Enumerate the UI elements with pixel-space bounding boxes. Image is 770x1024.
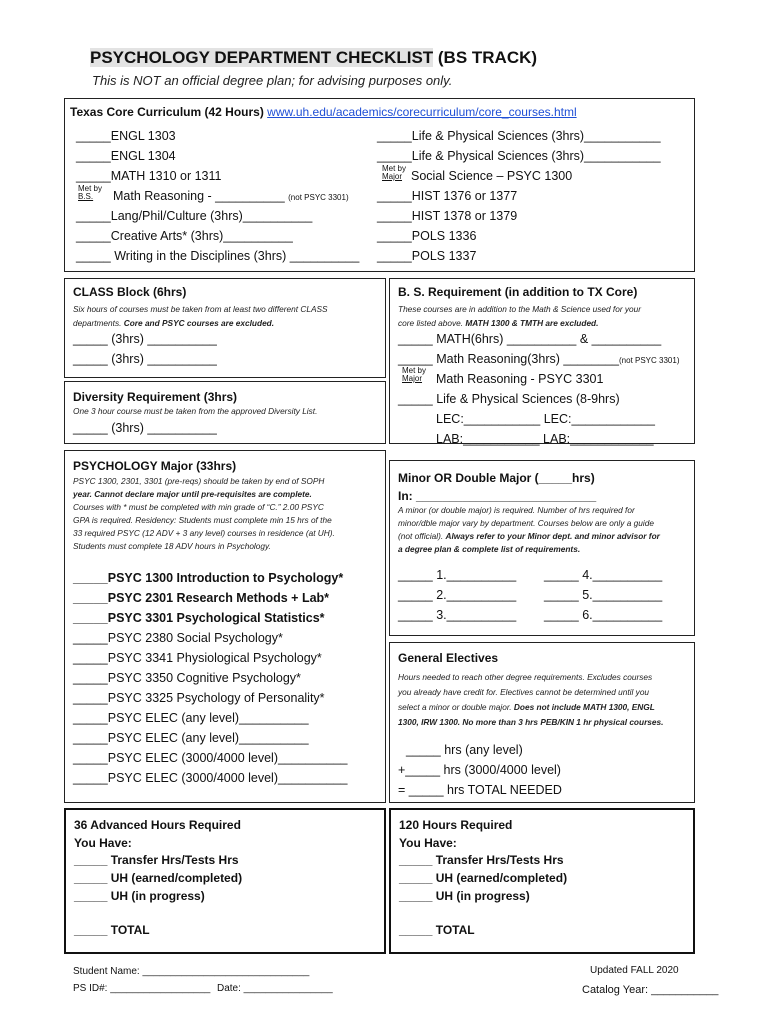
psych-note-2: year. Cannot declare major until pre-requisites are complete. — [73, 489, 312, 499]
minor-note-1: A minor (or double major) is required. Number of hrs required for — [398, 505, 635, 515]
electives-note-1: Hours needed to reach other degree requirements. Excludes courses — [398, 672, 653, 682]
title-main: PSYCHOLOGY DEPARTMENT CHECKLIST — [90, 48, 434, 67]
core-right-7: _____POLS 1337 — [377, 249, 477, 263]
minor-course-5: _____ 5.__________ — [544, 588, 663, 602]
electives-adv-level: +_____ hrs (3000/4000 level) — [398, 763, 561, 777]
minor-note-3a: (not official). — [398, 531, 446, 541]
class-block-line-1: _____ (3hrs) __________ — [73, 332, 217, 346]
electives-note-3b: Does not include MATH 1300, ENGL — [513, 702, 655, 712]
bs-requirement-box — [389, 278, 695, 444]
psyc-elec-adv-1: _____PSYC ELEC (3000/4000 level)__________ — [73, 751, 348, 765]
class-block-note-1: Six hours of courses must be taken from at least two different CLASS — [73, 304, 328, 314]
minor-box — [389, 460, 695, 636]
advanced-you-have: You Have: — [74, 836, 132, 850]
class-block-box — [64, 278, 386, 378]
bs-note-2a: core listed above. — [398, 318, 466, 328]
total120-total: _____ TOTAL — [399, 923, 475, 937]
psych-note-1: PSYC 1300, 2301, 3301 (pre-reqs) should be taken by end of SOPH — [73, 476, 325, 486]
total-hours-box — [389, 808, 695, 954]
general-electives-box — [389, 642, 695, 803]
met-by-text: Met by — [78, 184, 103, 193]
class-note-2b: Core and PSYC courses are excluded. — [123, 318, 275, 328]
met-by-text: Met by — [382, 164, 407, 173]
diversity-note: One 3 hour course must be taken from the approved Diversity List. — [73, 406, 318, 416]
electives-any-level: _____ hrs (any level) — [406, 743, 523, 757]
minor-course-2: _____ 2.__________ — [398, 588, 517, 602]
core-left-7: _____ Writing in the Disciplines (3hrs) __________ — [76, 249, 360, 263]
diversity-heading: Diversity Requirement (3hrs) — [73, 390, 238, 404]
core-left-3: _____MATH 1310 or 1311 — [76, 169, 222, 183]
page-title — [90, 48, 537, 68]
minor-note-3 — [398, 530, 660, 543]
psychology-major-box — [64, 450, 386, 803]
bs-lec-line: LEC:___________ LEC:____________ — [436, 412, 655, 426]
psyc-elec-any-2: _____PSYC ELEC (any level)__________ — [73, 731, 309, 745]
core-left-4 — [113, 189, 349, 203]
advanced-hours-box — [64, 808, 386, 954]
advanced-total: _____ TOTAL — [74, 923, 150, 937]
core-right-2: _____Life & Physical Sciences (3hrs)___________ — [377, 149, 661, 163]
psych-note-5: 33 required PSYC (12 ADV + 3 any level) courses in residence (at UH). — [73, 528, 335, 538]
bs-math-line: _____ MATH(6hrs) __________ & __________ — [398, 332, 662, 346]
met-by-bs-note — [78, 185, 102, 201]
total120-you-have: You Have: — [399, 836, 457, 850]
class-block-heading: CLASS Block (6hrs) — [73, 285, 187, 299]
core-left-5: _____Lang/Phil/Culture (3hrs)__________ — [76, 209, 313, 223]
minor-course-3: _____ 3.__________ — [398, 608, 517, 622]
psych-note-6: Students must complete 18 ADV hours in Psychology. — [73, 541, 271, 551]
core-heading-text: Texas Core Curriculum (42 Hours) — [70, 105, 268, 119]
ps-id-field: PS ID#: __________________ — [73, 983, 211, 994]
core-right-4: _____HIST 1376 or 1377 — [377, 189, 518, 203]
electives-total-needed: = _____ hrs TOTAL NEEDED — [398, 783, 562, 797]
psych-major-heading: PSYCHOLOGY Major (33hrs) — [73, 459, 237, 473]
core-right-5: _____HIST 1378 or 1379 — [377, 209, 518, 223]
bs-met-by-major-note — [402, 367, 426, 383]
advanced-transfer: _____ Transfer Hrs/Tests Hrs — [74, 853, 239, 867]
core-left-2: _____ENGL 1304 — [76, 149, 176, 163]
electives-note-4: 1300, IRW 1300. No more than 3 hrs PEB/KIN 1 hr physical courses. — [398, 717, 664, 727]
core-left-4-text: Math Reasoning - __________ — [113, 189, 285, 203]
met-by-major-note — [382, 165, 406, 181]
minor-note-3b: Always refer to your Minor dept. and minor advisor for — [445, 531, 660, 541]
bs-math-reasoning-text: _____ Math Reasoning(3hrs) ________ — [398, 352, 619, 366]
core-left-1: _____ENGL 1303 — [76, 129, 176, 143]
psyc-3325-line: _____PSYC 3325 Psychology of Personality* — [73, 691, 325, 705]
total120-uh-earned: _____ UH (earned/completed) — [399, 871, 568, 885]
psyc-2301-line: _____PSYC 2301 Research Methods + Lab* — [73, 591, 330, 605]
page-subtitle: This is NOT an official degree plan; for advising purposes only. — [92, 73, 453, 88]
core-curriculum-box — [64, 98, 695, 272]
electives-note-3 — [398, 700, 655, 715]
class-block-line-2: _____ (3hrs) __________ — [73, 352, 217, 366]
psyc-3341-line: _____PSYC 3341 Physiological Psychology* — [73, 651, 322, 665]
core-heading — [70, 105, 577, 119]
bs-note-2 — [398, 317, 598, 330]
advanced-heading: 36 Advanced Hours Required — [74, 818, 241, 832]
bs-heading: B. S. Requirement (in addition to TX Core) — [398, 285, 638, 299]
updated-label: Updated FALL 2020 — [590, 965, 679, 976]
major-text: Major — [402, 374, 423, 383]
advanced-uh-earned: _____ UH (earned/completed) — [74, 871, 243, 885]
psych-note-3: Courses with * must be completed with min grade of “C.” 2.00 PSYC — [73, 502, 324, 512]
psyc-elec-adv-2: _____PSYC ELEC (3000/4000 level)__________ — [73, 771, 348, 785]
bs-life-line: _____ Life & Physical Sciences (8-9hrs) — [398, 392, 620, 406]
minor-in-line: In: ___________________________ — [398, 489, 597, 503]
diversity-line: _____ (3hrs) __________ — [73, 421, 217, 435]
bs-math-psyc-line: Math Reasoning - PSYC 3301 — [436, 372, 604, 386]
met-by-text: Met by — [402, 366, 427, 375]
bs-lab-line: LAB:___________ LAB:____________ — [436, 432, 654, 446]
electives-heading: General Electives — [398, 651, 499, 665]
total120-heading: 120 Hours Required — [399, 818, 513, 832]
psyc-3301-line: _____PSYC 3301 Psychological Statistics* — [73, 611, 325, 625]
psyc-1300-line: _____PSYC 1300 Introduction to Psychology* — [73, 571, 344, 585]
core-right-1: _____Life & Physical Sciences (3hrs)___________ — [377, 129, 661, 143]
psych-note-4: GPA is required. Residency: Students must complete min 15 hrs of the — [73, 515, 332, 525]
minor-note-4: a degree plan & complete list of requirements. — [398, 544, 581, 554]
minor-course-6: _____ 6.__________ — [544, 608, 663, 622]
core-courses-link[interactable]: www.uh.edu/academics/corecurriculum/core_courses.html — [267, 105, 577, 119]
diversity-box — [64, 381, 386, 444]
title-track: (BS TRACK) — [433, 48, 538, 67]
major-text: Major — [382, 172, 403, 181]
electives-note-3a: select a minor or double major. — [398, 702, 514, 712]
core-not-psyc-note: (not PSYC 3301) — [288, 193, 349, 202]
date-field: Date: ________________ — [217, 983, 333, 994]
minor-course-1: _____ 1.__________ — [398, 568, 517, 582]
core-right-6: _____POLS 1336 — [377, 229, 477, 243]
bs-not-psyc-note: (not PSYC 3301) — [619, 356, 680, 365]
total120-transfer: _____ Transfer Hrs/Tests Hrs — [399, 853, 564, 867]
psyc-2380-line: _____PSYC 2380 Social Psychology* — [73, 631, 283, 645]
bs-note-1: These courses are in addition to the Math & Science used for your — [398, 304, 642, 314]
class-note-2a: departments. — [73, 318, 124, 328]
bs-math-reasoning-line — [398, 352, 679, 366]
minor-heading: Minor OR Double Major (_____hrs) — [398, 471, 595, 485]
bs-note-2b: MATH 1300 & TMTH are excluded. — [465, 318, 599, 328]
electives-note-2: you already have credit for. Electives cannot be determined until you — [398, 687, 650, 697]
student-name-field: Student Name: ______________________________ — [73, 966, 310, 977]
advanced-uh-progress: _____ UH (in progress) — [74, 889, 205, 903]
psyc-3350-line: _____PSYC 3350 Cognitive Psychology* — [73, 671, 301, 685]
psyc-elec-any-1: _____PSYC ELEC (any level)__________ — [73, 711, 309, 725]
core-left-6: _____Creative Arts* (3hrs)__________ — [76, 229, 293, 243]
minor-note-2: minor/dble major vary by department. Courses below are only a guide — [398, 518, 654, 528]
class-block-note-2 — [73, 317, 274, 330]
core-right-3: Social Science – PSYC 1300 — [411, 169, 573, 183]
bs-text: B.S. — [78, 192, 94, 201]
total120-uh-progress: _____ UH (in progress) — [399, 889, 530, 903]
catalog-year-field: Catalog Year: ___________ — [582, 984, 719, 996]
minor-course-4: _____ 4.__________ — [544, 568, 663, 582]
